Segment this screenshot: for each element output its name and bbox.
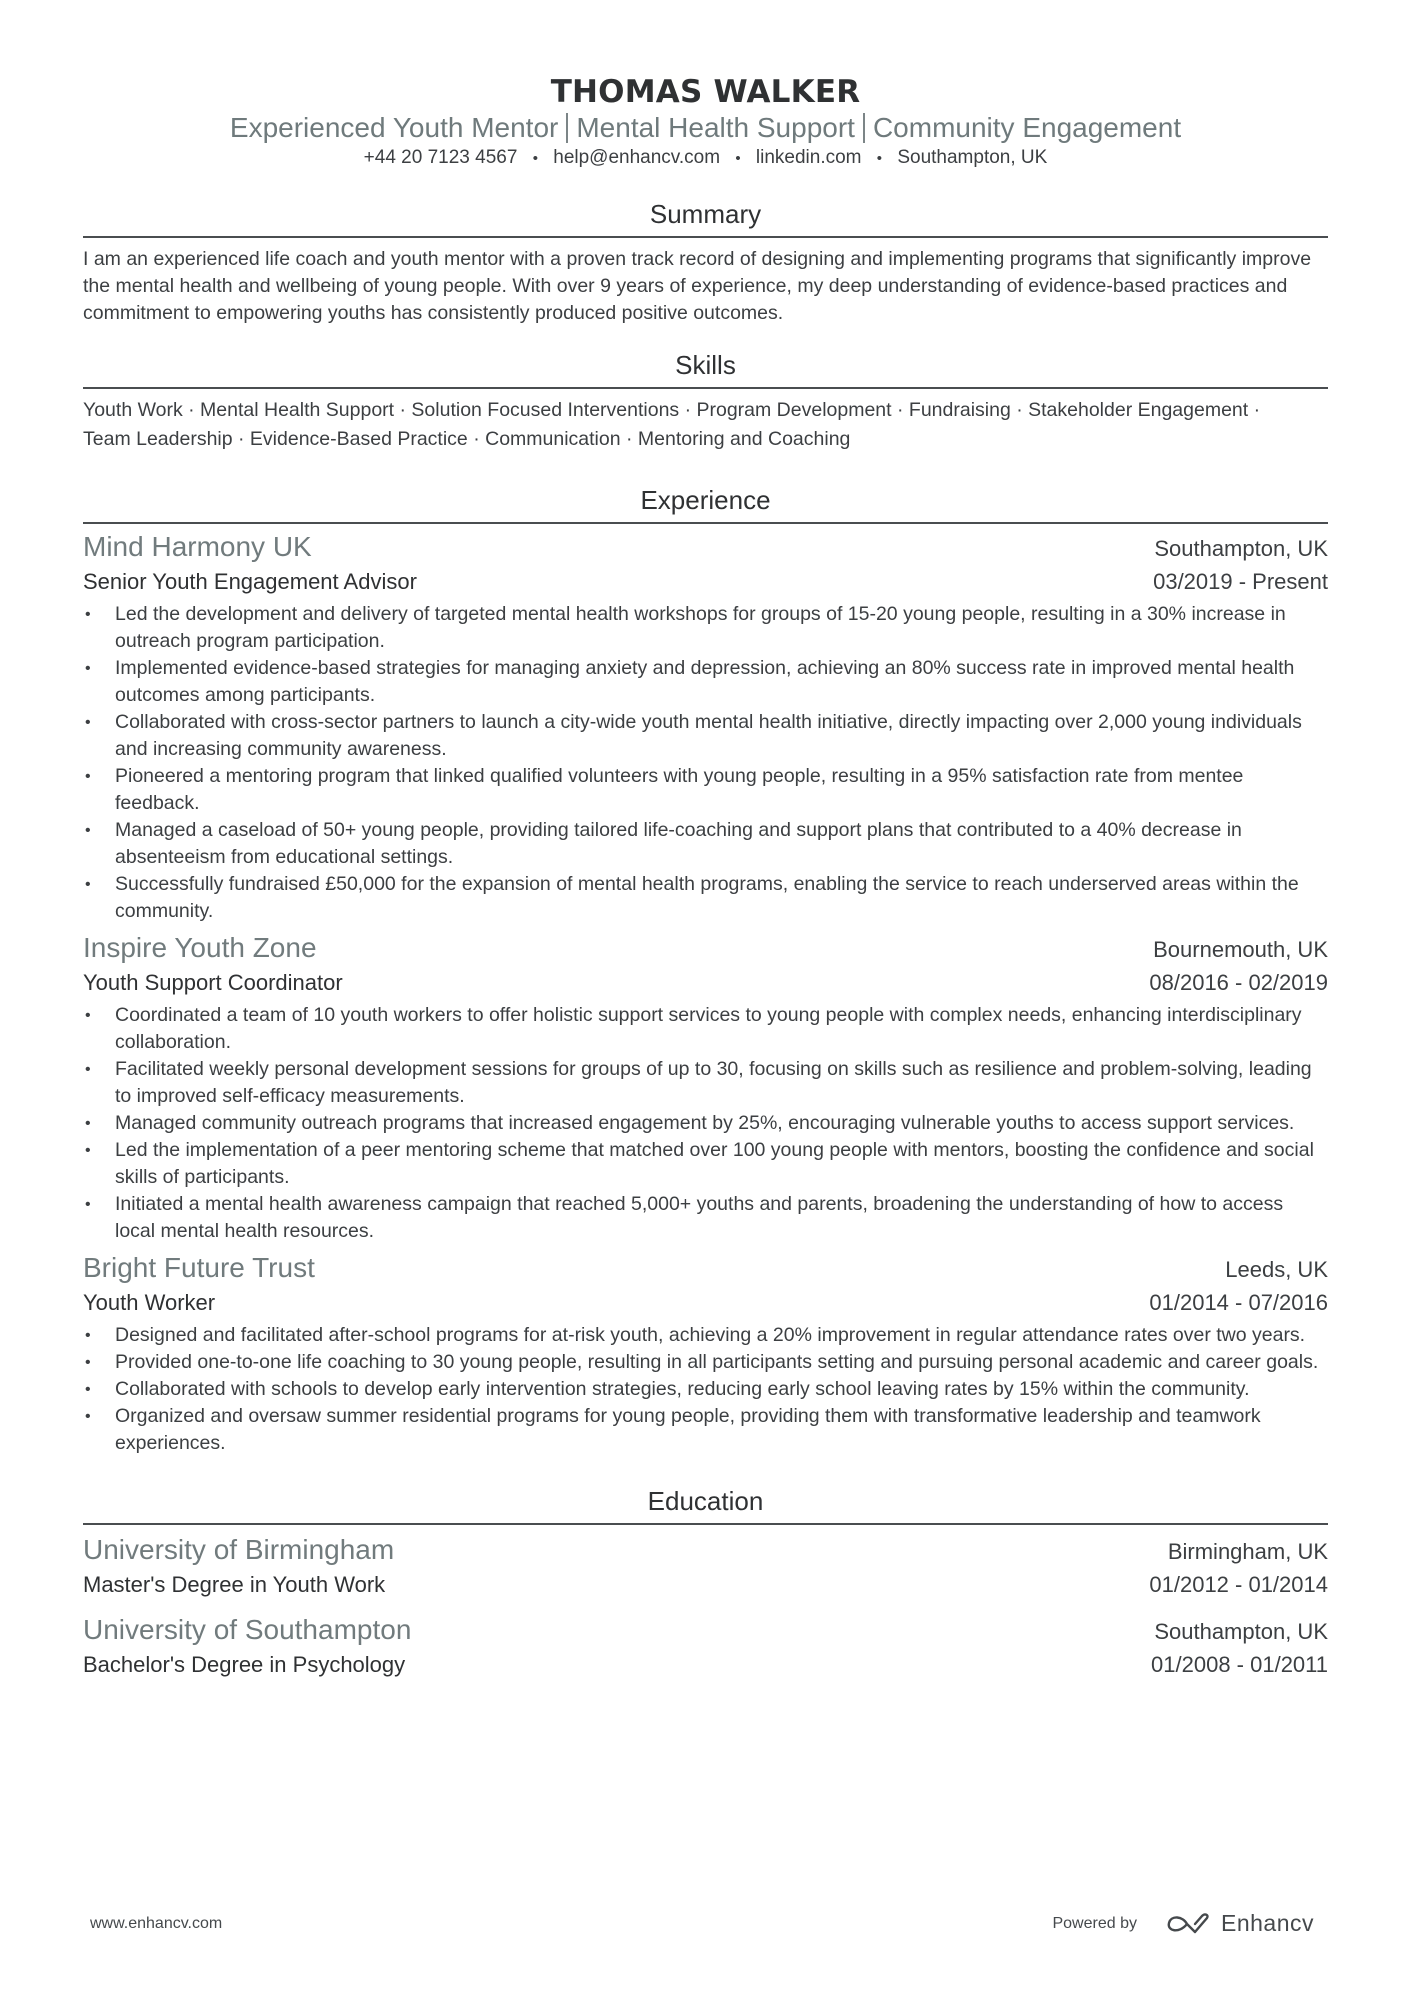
experience-entry	[83, 530, 1328, 925]
headline-divider	[566, 113, 568, 143]
resume-page	[83, 0, 1328, 1681]
achievement-list	[83, 1002, 1328, 1245]
list-item: • Collaborated with cross-sector partners to launch a city-wide youth mental health initiative, directly impacting over 2,000 young individuals and increasing community awareness.	[85, 711, 1302, 760]
school-location: Southampton, UK	[1154, 1619, 1328, 1644]
summary-text: I am an experienced life coach and youth mentor with a proven track record of designing and implementing programs that significantly improve the mental health and wellbeing of young people. With over 9 years of experience, my deep understanding of evidence-based practices and commitment to empowering youths has consistently produced positive outcomes.	[83, 248, 1312, 324]
company-name: Inspire Youth Zone	[83, 932, 317, 963]
degree: Master's Degree in Youth Work	[83, 1572, 386, 1597]
experience-entry	[83, 1251, 1328, 1457]
separator-dot: •	[876, 150, 883, 167]
bullet-icon: •	[85, 1196, 91, 1213]
section-divider	[83, 236, 1328, 238]
skills-list	[83, 396, 1328, 454]
section-divider	[83, 1523, 1328, 1525]
school-name: University of Birmingham	[83, 1534, 395, 1565]
school-location: Birmingham, UK	[1167, 1539, 1328, 1564]
phone: +44 20 7123 4567	[363, 147, 518, 168]
section-divider	[83, 387, 1328, 389]
bullet-icon: •	[85, 606, 91, 623]
company-name: Bright Future Trust	[83, 1252, 315, 1283]
linkedin-link[interactable]: linkedin.com	[755, 147, 862, 168]
job-location: Leeds, UK	[1225, 1257, 1328, 1282]
job-title: Youth Worker	[83, 1290, 216, 1315]
list-item: • Successfully fundraised £50,000 for the expansion of mental health programs, enabling the service to reach underserved areas within the community.	[85, 873, 1299, 922]
bullet-icon: •	[85, 876, 91, 893]
location: Southampton, UK	[897, 147, 1048, 168]
bullet-icon: •	[85, 1142, 91, 1159]
bullet-icon: •	[85, 768, 91, 785]
job-dates: 03/2019 - Present	[1153, 569, 1328, 594]
list-item: • Led the implementation of a peer mentoring scheme that matched over 100 young people with mentors, boosting the confidence and social skills of participants.	[85, 1139, 1314, 1188]
skills-line: Team Leadership · Evidence-Based Practice · Communication · Mentoring and Coaching	[83, 428, 851, 450]
list-item: • Managed community outreach programs that increased engagement by 25%, encouraging vulnerable youths to access support services.	[83, 1110, 1328, 1137]
bullet-icon: •	[85, 1327, 91, 1344]
list-item: • Provided one-to-one life coaching to 30 young people, resulting in all participants setting and pursuing personal academic and career goals.	[83, 1349, 1328, 1376]
degree: Bachelor's Degree in Psychology	[83, 1652, 406, 1677]
school-name: University of Southampton	[83, 1614, 412, 1645]
bullet-icon: •	[85, 1381, 91, 1398]
list-item: • Coordinated a team of 10 youth workers to offer holistic support services to young people with complex needs, enhancing interdisciplinary collaboration.	[85, 1004, 1302, 1053]
section-title-education: Education	[647, 1486, 764, 1516]
page-footer	[90, 1910, 1314, 1937]
list-item: • Led the development and delivery of targeted mental health workshops for groups of 15-20 young people, resulting in a 30% increase in outreach program participation.	[85, 603, 1286, 652]
list-item: • Pioneered a mentoring program that linked qualified volunteers with young people, resulting in a 95% satisfaction rate from mentee feedback.	[85, 765, 1244, 814]
brand-name: Enhancv	[1220, 1910, 1314, 1936]
education-dates: 01/2012 - 01/2014	[1149, 1572, 1328, 1597]
headline-divider	[863, 113, 865, 143]
bullet-icon: •	[85, 1115, 91, 1132]
section-title-experience: Experience	[640, 485, 771, 515]
job-dates: 08/2016 - 02/2019	[1149, 970, 1328, 995]
education-entry	[83, 1613, 1328, 1681]
education-entry	[83, 1533, 1328, 1601]
job-location: Bournemouth, UK	[1153, 937, 1328, 962]
powered-by-label: Powered by	[1052, 1914, 1137, 1932]
experience-entry	[83, 931, 1328, 1245]
achievement-list	[83, 601, 1328, 925]
headline	[83, 111, 1328, 145]
list-item: • Collaborated with schools to develop early intervention strategies, reducing early school leaving rates by 15% within the community.	[83, 1376, 1328, 1403]
powered-by	[1052, 1910, 1314, 1937]
bullet-icon: •	[85, 1408, 91, 1425]
list-item: • Managed a caseload of 50+ young people, providing tailored life-coaching and support plans that contributed to a 40% decrease in absenteeism from educational settings.	[85, 819, 1242, 868]
separator-dot: •	[735, 150, 741, 167]
company-name: Mind Harmony UK	[83, 531, 312, 562]
section-title-skills: Skills	[675, 350, 736, 380]
list-item: • Designed and facilitated after-school programs for at-risk youth, achieving a 20% improvement in regular attendance rates over two years.	[83, 1322, 1328, 1349]
job-title: Senior Youth Engagement Advisor	[83, 569, 417, 594]
headline-part: Mental Health Support	[576, 112, 855, 143]
bullet-icon: •	[85, 714, 91, 731]
education-dates: 01/2008 - 01/2011	[1151, 1652, 1328, 1677]
contact-line	[83, 145, 1328, 172]
job-dates: 01/2014 - 07/2016	[1149, 1290, 1328, 1315]
email-link[interactable]: help@enhancv.com	[553, 147, 721, 168]
bullet-icon: •	[85, 1061, 91, 1078]
list-item: • Initiated a mental health awareness campaign that reached 5,000+ youths and parents, broadening the understanding of how to access local mental health resources.	[85, 1193, 1284, 1242]
list-item: • Organized and oversaw summer residential programs for young people, providing them with transformative leadership and teamwork experiences.	[85, 1405, 1261, 1454]
headline-part: Experienced Youth Mentor	[229, 112, 559, 143]
achievement-list	[83, 1322, 1328, 1457]
list-item: • Implemented evidence-based strategies for managing anxiety and depression, achieving an 80% success rate in improved mental health outcomes among participants.	[85, 657, 1295, 706]
job-location: Southampton, UK	[1154, 536, 1328, 561]
skills-line: Youth Work · Mental Health Support · Solution Focused Interventions · Program Development · Fundraising · Stakeholder Engagement ·	[83, 399, 1261, 421]
footer-url-link[interactable]: www.enhancv.com	[90, 1914, 223, 1932]
resume-header	[83, 0, 1328, 172]
list-item: • Facilitated weekly personal development sessions for groups of up to 30, focusing on skills such as resilience and problem-solving, leading to improved self-efficacy measurements.	[85, 1058, 1312, 1107]
separator-dot: •	[532, 150, 538, 167]
bullet-icon: •	[85, 1007, 91, 1024]
enhancv-logo[interactable]	[1165, 1910, 1314, 1937]
section-divider	[83, 522, 1328, 524]
headline-part: Community Engagement	[872, 112, 1182, 143]
candidate-name: THOMAS WALKER	[550, 74, 861, 110]
enhancv-infinity-heart-icon	[1165, 1911, 1213, 1937]
section-title-summary: Summary	[649, 199, 762, 229]
bullet-icon: •	[85, 822, 91, 839]
bullet-icon: •	[85, 1354, 91, 1371]
bullet-icon: •	[85, 660, 91, 677]
job-title: Youth Support Coordinator	[83, 970, 343, 995]
